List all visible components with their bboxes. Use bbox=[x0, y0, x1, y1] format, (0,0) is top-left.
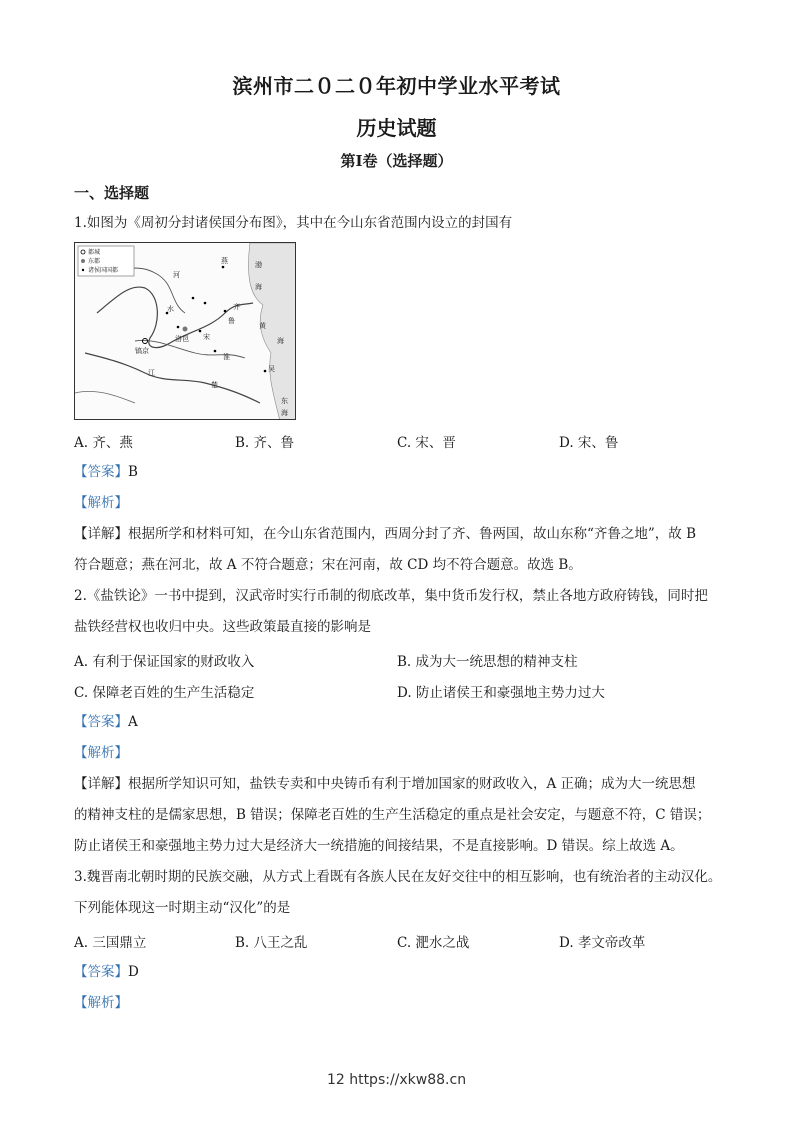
q3-stem-line-1: 3.魏晋南北朝时期的民族交融，从方式上看既有各族人民在友好交往中的相互影响，也有统治者的主动汉化。 bbox=[74, 869, 722, 885]
q3-option-d: D. 孝文帝改革 bbox=[559, 935, 646, 951]
q3-option-c: C. 淝水之战 bbox=[397, 935, 470, 951]
q2-option-b: B. 成为大一统思想的精神支柱 bbox=[397, 654, 578, 670]
q1-analysis-label: 【解析】 bbox=[74, 495, 128, 511]
page-footer: 12 https://xkw88.cn bbox=[326, 1072, 467, 1088]
legend-east-capital: 东都 bbox=[88, 258, 101, 265]
map-label-lu: 鲁 bbox=[228, 317, 235, 325]
section-heading: 一、选择题 bbox=[74, 184, 150, 202]
map-label-hai1: 海 bbox=[255, 283, 262, 291]
q3-option-b: B. 八王之乱 bbox=[235, 935, 308, 951]
exam-title: 滨州市二０二０年初中学业水平考试 bbox=[232, 74, 561, 98]
q3-stem-line-2: 下列能体现这一时期主动“汉化”的是 bbox=[74, 900, 291, 916]
map-label-luoyi: 洛邑 bbox=[175, 335, 189, 343]
map-label-wu: 吴 bbox=[268, 365, 275, 373]
legend-state-capital: 诸侯国国都 bbox=[88, 267, 119, 274]
map-label-qi: 齐 bbox=[233, 303, 240, 311]
map-label-he: 河 bbox=[173, 271, 180, 279]
q2-stem-line-2: 盐铁经营权也收归中央。这些政策最直接的影响是 bbox=[74, 619, 371, 635]
q3-answer bbox=[74, 962, 724, 982]
subject-title: 历史试题 bbox=[356, 116, 437, 140]
q3-option-a: A. 三国鼎立 bbox=[74, 935, 147, 951]
map-label-hai3: 海 bbox=[281, 409, 288, 417]
map-label-dong: 东 bbox=[281, 397, 288, 405]
q1-option-a: A. 齐、燕 bbox=[74, 435, 133, 451]
map-graphic bbox=[75, 243, 296, 420]
q1-option-c: C. 宋、晋 bbox=[397, 435, 456, 451]
q2-detail-line-3: 防止诸侯王和豪强地主势力过大是经济大一统措施的间接结果，不是直接影响。D 错误。综上故选 A。 bbox=[74, 838, 684, 854]
q1-option-d: D. 宋、鲁 bbox=[559, 435, 619, 451]
zhou-feudal-map bbox=[74, 242, 296, 420]
answer-value: A bbox=[128, 714, 138, 730]
q2-analysis-label: 【解析】 bbox=[74, 745, 128, 761]
q2-stem-line-1: 2.《盐铁论》一书中提到，汉武帝时实行币制的彻底改革，集中货币发行权，禁止各地方政府铸钱，同时把 bbox=[74, 588, 708, 604]
q2-option-a: A. 有利于保证国家的财政收入 bbox=[74, 654, 255, 670]
volume-title: 第Ⅰ卷（选择题） bbox=[340, 152, 453, 170]
map-label-jiang: 江 bbox=[148, 369, 155, 377]
map-label-shui: 水 bbox=[167, 305, 174, 313]
q2-answer bbox=[74, 712, 724, 732]
map-label-chu: 楚 bbox=[211, 381, 218, 389]
q2-option-c: C. 保障老百姓的生产生活稳定 bbox=[74, 685, 255, 701]
map-label-bo: 渤 bbox=[255, 261, 262, 269]
q3-analysis-label: 【解析】 bbox=[74, 995, 128, 1011]
answer-label: 【答案】 bbox=[74, 714, 128, 730]
answer-value: B bbox=[128, 464, 138, 480]
q1-stem: 1.如图为《周初分封诸侯国分布图》，其中在今山东省范围内设立的封国有 bbox=[74, 215, 513, 231]
q2-option-d: D. 防止诸侯王和豪强地主势力过大 bbox=[397, 685, 605, 701]
map-label-haojing: 镐京 bbox=[135, 347, 149, 355]
map-label-huai: 淮 bbox=[223, 353, 230, 361]
map-label-song: 宋 bbox=[203, 333, 210, 341]
q2-detail-line-1: 【详解】根据所学知识可知，盐铁专卖和中央铸币有利于增加国家的财政收入，A 正确；成为大一统思想 bbox=[74, 776, 696, 792]
q1-option-b: B. 齐、鲁 bbox=[235, 435, 295, 451]
map-label-hai2: 海 bbox=[277, 337, 284, 345]
answer-value: D bbox=[128, 964, 139, 980]
q1-detail-line-2: 符合题意；燕在河北，故 A 不符合题意；宋在河南，故 CD 均不符合题意。故选 B。 bbox=[74, 557, 582, 573]
q1-answer bbox=[74, 462, 724, 482]
map-label-huang: 黄 bbox=[259, 322, 266, 330]
legend-capital: 都城 bbox=[88, 249, 101, 256]
answer-label: 【答案】 bbox=[74, 464, 128, 480]
q2-detail-line-2: 的精神支柱的是儒家思想，B 错误；保障老百姓的生产生活稳定的重点是社会安定，与题意不符，C 错误； bbox=[74, 807, 711, 823]
answer-label: 【答案】 bbox=[74, 964, 128, 980]
q1-detail-line-1: 【详解】根据所学和材料可知，在今山东省范围内，西周分封了齐、鲁两国，故山东称“齐鲁之地”，故 B bbox=[74, 526, 697, 542]
map-label-yan: 燕 bbox=[221, 257, 228, 265]
